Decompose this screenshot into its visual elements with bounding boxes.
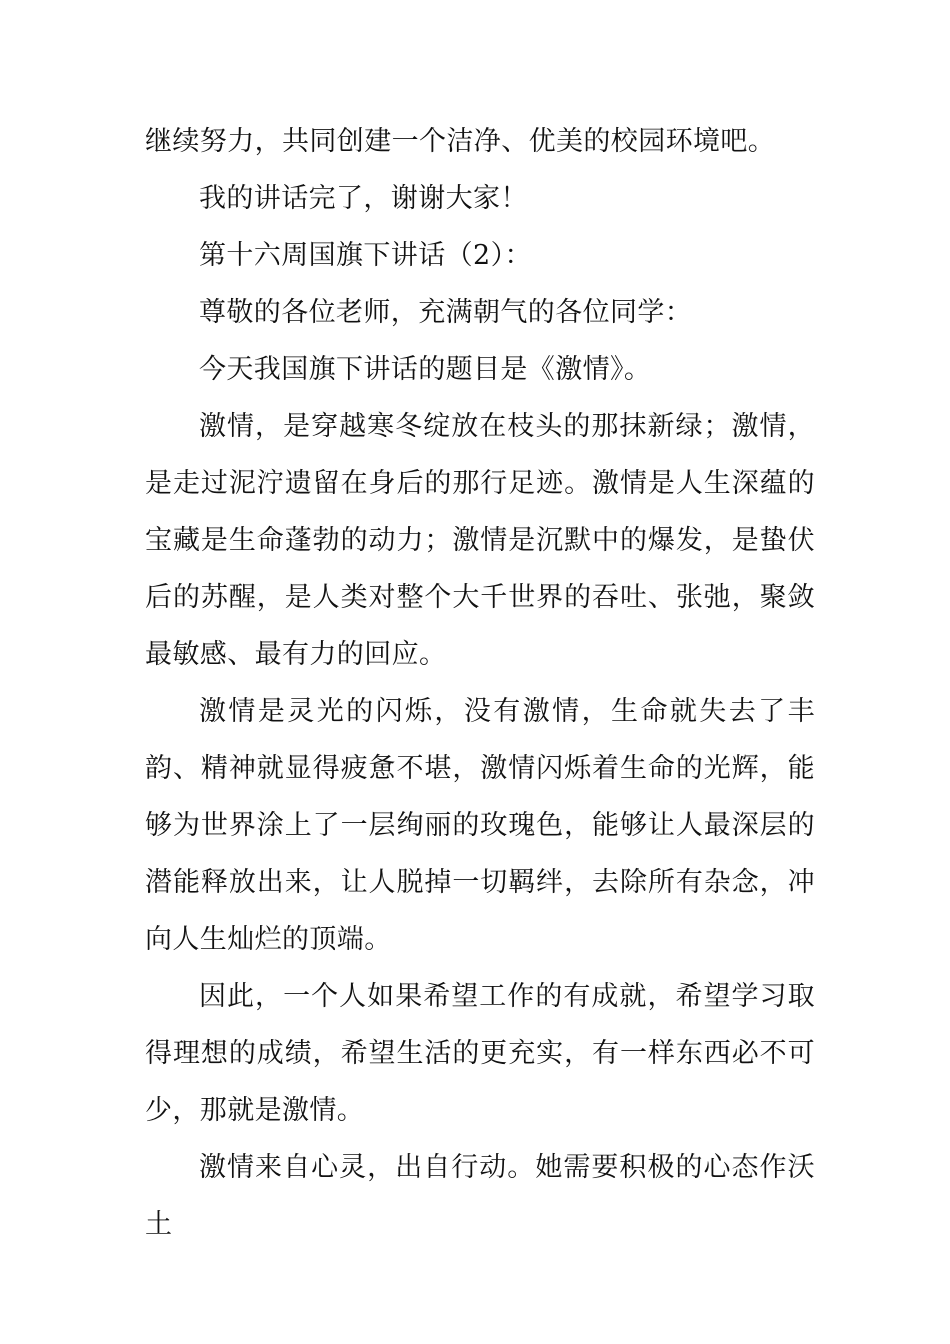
paragraph-passion-spark: 激情是灵光的闪烁，没有激情，生命就失去了丰韵、精神就显得疲惫不堪，激情闪烁着生命的光辉，能够为世界涂上了一层绚丽的玫瑰色，能够让人最深层的潜能释放出来，让人脱掉一切羁绊，去除所有杂念，冲向人生灿烂的顶端。 — [145, 696, 815, 955]
paragraph-passion-necessity: 因此，一个人如果希望工作的有成就，希望学习取得理想的成绩，希望生活的更充实，有一样东西必不可少，那就是激情。 — [145, 981, 815, 1126]
document-body — [145, 113, 815, 1253]
speech-greeting: 尊敬的各位老师，充满朝气的各位同学： — [199, 297, 693, 328]
paragraph-passion-definition: 激情，是穿越寒冬绽放在枝头的那抹新绿；激情，是走过泥泞遗留在身后的那行足迹。激情是人生深蕴的宝藏是生命蓬勃的动力；激情是沉默中的爆发，是蛰伏后的苏醒，是人类对整个大千世界的吞吐、张弛，聚敛最敏感、最有力的回应。 — [145, 411, 815, 670]
paragraph-passion-source: 激情来自心灵，出自行动。她需要积极的心态作沃土 — [145, 1152, 815, 1240]
speech-title: 第十六周国旗下讲话（2）： — [199, 240, 532, 271]
speech-topic: 今天我国旗下讲话的题目是《激情》。 — [199, 354, 652, 385]
paragraph-closing: 我的讲话完了，谢谢大家！ — [199, 183, 528, 214]
paragraph-continuation: 继续努力，共同创建一个洁净、优美的校园环境吧。 — [145, 126, 776, 157]
